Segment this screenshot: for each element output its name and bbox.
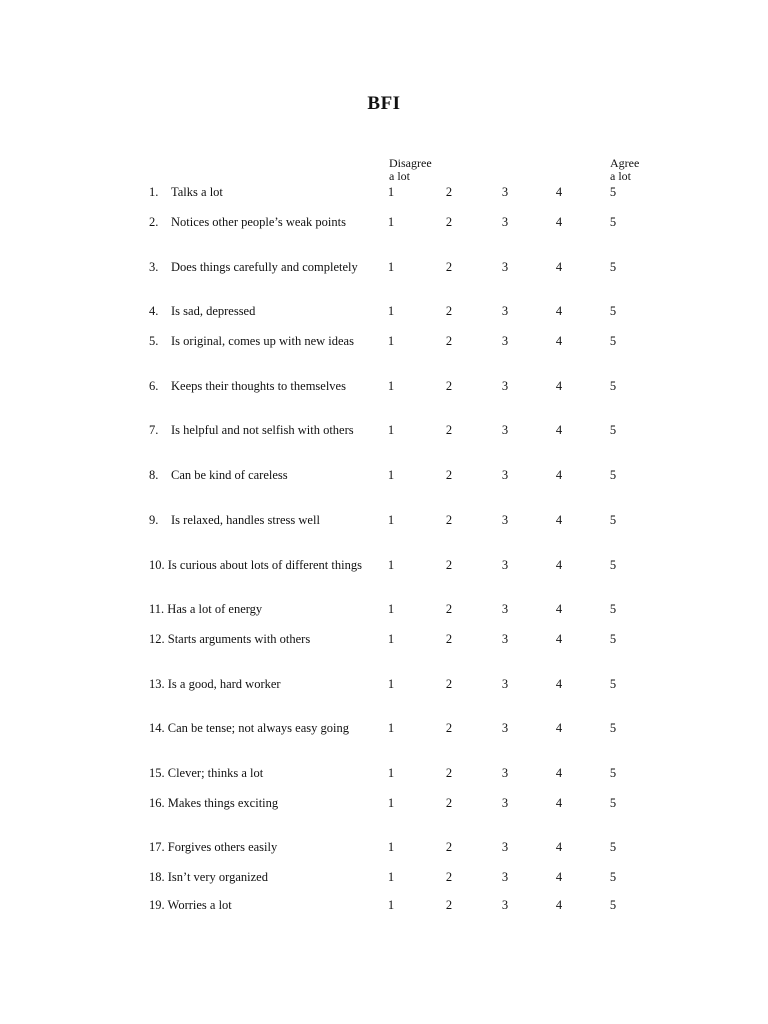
rating-option-1[interactable]: 1 <box>387 721 395 735</box>
item-text: Notices other people’s weak points <box>171 215 346 229</box>
rating-option-5[interactable]: 5 <box>609 870 617 884</box>
rating-option-5[interactable]: 5 <box>609 898 617 912</box>
rating-option-2[interactable]: 2 <box>445 766 453 780</box>
item-row <box>0 869 768 885</box>
rating-option-2[interactable]: 2 <box>445 632 453 646</box>
rating-option-2[interactable]: 2 <box>445 513 453 527</box>
item-row <box>0 184 768 200</box>
rating-option-1[interactable]: 1 <box>387 513 395 527</box>
rating-option-1[interactable]: 1 <box>387 334 395 348</box>
rating-option-4[interactable]: 4 <box>555 513 563 527</box>
item-number: 7. <box>149 423 159 437</box>
scale-low-anchor-line1: Disagree <box>389 156 432 170</box>
item-text: Is relaxed, handles stress well <box>171 513 320 527</box>
rating-option-3[interactable]: 3 <box>501 379 509 393</box>
item-text: Can be tense; not always easy going <box>167 721 349 735</box>
rating-option-1[interactable]: 1 <box>387 766 395 780</box>
item-number: 2. <box>149 215 159 229</box>
item-text: Talks a lot <box>171 185 223 199</box>
rating-option-5[interactable]: 5 <box>609 721 617 735</box>
rating-option-3[interactable]: 3 <box>501 304 509 318</box>
rating-option-2[interactable]: 2 <box>445 796 453 810</box>
item-label <box>149 869 268 885</box>
item-text: Has a lot of energy <box>167 602 263 616</box>
item-text: Isn’t very organized <box>167 870 268 884</box>
item-label <box>149 795 278 811</box>
item-text: Makes things exciting <box>167 796 279 810</box>
rating-option-4[interactable]: 4 <box>555 602 563 616</box>
rating-option-4[interactable]: 4 <box>555 468 563 482</box>
rating-option-5[interactable]: 5 <box>609 304 617 318</box>
item-number: 4. <box>149 304 159 318</box>
rating-option-3[interactable]: 3 <box>501 840 509 854</box>
rating-option-1[interactable]: 1 <box>387 898 395 912</box>
rating-option-1[interactable]: 1 <box>387 796 395 810</box>
item-number: 18. <box>149 870 165 884</box>
scale-low-anchor-line2: a lot <box>389 169 410 183</box>
rating-option-5[interactable]: 5 <box>609 796 617 810</box>
rating-option-2[interactable]: 2 <box>445 379 453 393</box>
item-row <box>0 333 768 349</box>
scale-low-anchor <box>389 157 432 183</box>
item-number: 17. <box>149 840 165 854</box>
item-number: 15. <box>149 766 165 780</box>
item-text: Worries a lot <box>167 898 232 912</box>
item-row <box>0 467 768 483</box>
rating-option-5[interactable]: 5 <box>609 558 617 572</box>
rating-option-2[interactable]: 2 <box>445 215 453 229</box>
item-label <box>149 631 310 647</box>
rating-option-5[interactable]: 5 <box>609 766 617 780</box>
rating-option-1[interactable]: 1 <box>387 423 395 437</box>
rating-option-2[interactable]: 2 <box>445 468 453 482</box>
rating-option-4[interactable]: 4 <box>555 766 563 780</box>
rating-option-1[interactable]: 1 <box>387 185 395 199</box>
item-label <box>149 720 349 736</box>
rating-option-1[interactable]: 1 <box>387 304 395 318</box>
item-row <box>0 214 768 230</box>
rating-option-2[interactable]: 2 <box>445 602 453 616</box>
item-label <box>149 676 281 692</box>
rating-option-5[interactable]: 5 <box>609 468 617 482</box>
rating-option-3[interactable]: 3 <box>501 423 509 437</box>
rating-option-1[interactable]: 1 <box>387 632 395 646</box>
rating-option-5[interactable]: 5 <box>609 840 617 854</box>
rating-option-1[interactable]: 1 <box>387 840 395 854</box>
rating-option-3[interactable]: 3 <box>501 468 509 482</box>
item-text: Keeps their thoughts to themselves <box>171 379 346 393</box>
item-number: 13. <box>149 677 165 691</box>
rating-option-3[interactable]: 3 <box>501 334 509 348</box>
rating-option-4[interactable]: 4 <box>555 185 563 199</box>
item-row <box>0 631 768 647</box>
item-row <box>0 897 768 913</box>
rating-option-1[interactable]: 1 <box>387 870 395 884</box>
rating-option-2[interactable]: 2 <box>445 898 453 912</box>
item-text: Is original, comes up with new ideas <box>171 334 354 348</box>
rating-option-2[interactable]: 2 <box>445 304 453 318</box>
rating-option-2[interactable]: 2 <box>445 870 453 884</box>
rating-option-3[interactable]: 3 <box>501 558 509 572</box>
item-label <box>149 557 362 573</box>
rating-option-4[interactable]: 4 <box>555 796 563 810</box>
item-row <box>0 795 768 811</box>
rating-option-1[interactable]: 1 <box>387 558 395 572</box>
item-row <box>0 601 768 617</box>
rating-option-3[interactable]: 3 <box>501 185 509 199</box>
rating-option-5[interactable]: 5 <box>609 215 617 229</box>
rating-option-5[interactable]: 5 <box>609 334 617 348</box>
rating-option-3[interactable]: 3 <box>501 513 509 527</box>
item-text: Is helpful and not selfish with others <box>171 423 354 437</box>
item-text: Is a good, hard worker <box>167 677 281 691</box>
item-text: Does things carefully and completely <box>171 260 358 274</box>
item-number: 12. <box>149 632 165 646</box>
rating-option-5[interactable]: 5 <box>609 513 617 527</box>
rating-option-4[interactable]: 4 <box>555 898 563 912</box>
rating-option-3[interactable]: 3 <box>501 632 509 646</box>
item-row <box>0 378 768 394</box>
item-number: 1. <box>149 185 159 199</box>
rating-option-2[interactable]: 2 <box>445 677 453 691</box>
rating-option-4[interactable]: 4 <box>555 379 563 393</box>
item-row <box>0 422 768 438</box>
rating-option-3[interactable]: 3 <box>501 215 509 229</box>
rating-option-5[interactable]: 5 <box>609 379 617 393</box>
rating-option-3[interactable]: 3 <box>501 721 509 735</box>
rating-option-3[interactable]: 3 <box>501 796 509 810</box>
item-number: 3. <box>149 260 159 274</box>
item-text: Forgives others easily <box>167 840 278 854</box>
rating-option-5[interactable]: 5 <box>609 260 617 274</box>
rating-option-2[interactable]: 2 <box>445 185 453 199</box>
rating-option-4[interactable]: 4 <box>555 632 563 646</box>
rating-option-2[interactable]: 2 <box>445 334 453 348</box>
item-number: 10. <box>149 558 165 572</box>
item-row <box>0 765 768 781</box>
rating-option-4[interactable]: 4 <box>555 215 563 229</box>
rating-option-1[interactable]: 1 <box>387 602 395 616</box>
item-text: Can be kind of careless <box>171 468 288 482</box>
item-row <box>0 303 768 319</box>
rating-option-5[interactable]: 5 <box>609 602 617 616</box>
scale-high-anchor-line2: a lot <box>610 169 631 183</box>
item-row <box>0 259 768 275</box>
rating-option-3[interactable]: 3 <box>501 766 509 780</box>
item-text: Is sad, depressed <box>171 304 256 318</box>
item-number: 9. <box>149 513 159 527</box>
scale-high-anchor <box>610 157 639 183</box>
item-number: 8. <box>149 468 159 482</box>
rating-option-3[interactable]: 3 <box>501 677 509 691</box>
rating-option-3[interactable]: 3 <box>501 870 509 884</box>
item-number: 11. <box>149 602 165 616</box>
rating-option-1[interactable]: 1 <box>387 677 395 691</box>
rating-option-2[interactable]: 2 <box>445 721 453 735</box>
rating-option-5[interactable]: 5 <box>609 185 617 199</box>
rating-option-4[interactable]: 4 <box>555 721 563 735</box>
scale-high-anchor-line1: Agree <box>610 156 640 170</box>
rating-option-4[interactable]: 4 <box>555 304 563 318</box>
rating-option-3[interactable]: 3 <box>501 898 509 912</box>
item-row <box>0 839 768 855</box>
rating-option-5[interactable]: 5 <box>609 677 617 691</box>
item-row <box>0 676 768 692</box>
rating-option-5[interactable]: 5 <box>609 423 617 437</box>
item-text: Clever; thinks a lot <box>167 766 264 780</box>
item-row <box>0 720 768 736</box>
item-number: 14. <box>149 721 165 735</box>
rating-option-4[interactable]: 4 <box>555 840 563 854</box>
rating-option-3[interactable]: 3 <box>501 602 509 616</box>
item-label <box>149 839 277 855</box>
rating-option-1[interactable]: 1 <box>387 260 395 274</box>
rating-option-2[interactable]: 2 <box>445 423 453 437</box>
item-label <box>149 765 263 781</box>
rating-option-1[interactable]: 1 <box>387 379 395 393</box>
rating-option-4[interactable]: 4 <box>555 677 563 691</box>
rating-option-1[interactable]: 1 <box>387 215 395 229</box>
item-text: Is curious about lots of different things <box>167 558 362 572</box>
rating-option-4[interactable]: 4 <box>555 558 563 572</box>
item-number: 5. <box>149 334 159 348</box>
rating-option-4[interactable]: 4 <box>555 870 563 884</box>
rating-option-4[interactable]: 4 <box>555 334 563 348</box>
rating-option-4[interactable]: 4 <box>555 260 563 274</box>
item-text: Starts arguments with others <box>167 632 311 646</box>
rating-option-4[interactable]: 4 <box>555 423 563 437</box>
item-label <box>149 897 232 913</box>
rating-option-5[interactable]: 5 <box>609 632 617 646</box>
rating-option-2[interactable]: 2 <box>445 558 453 572</box>
item-number: 16. <box>149 796 165 810</box>
item-label <box>149 601 262 617</box>
rating-option-2[interactable]: 2 <box>445 840 453 854</box>
rating-option-1[interactable]: 1 <box>387 468 395 482</box>
item-number: 6. <box>149 379 159 393</box>
item-row <box>0 557 768 573</box>
page-title: BFI <box>367 93 401 114</box>
rating-option-2[interactable]: 2 <box>445 260 453 274</box>
rating-option-3[interactable]: 3 <box>501 260 509 274</box>
item-row <box>0 512 768 528</box>
item-number: 19. <box>149 898 165 912</box>
